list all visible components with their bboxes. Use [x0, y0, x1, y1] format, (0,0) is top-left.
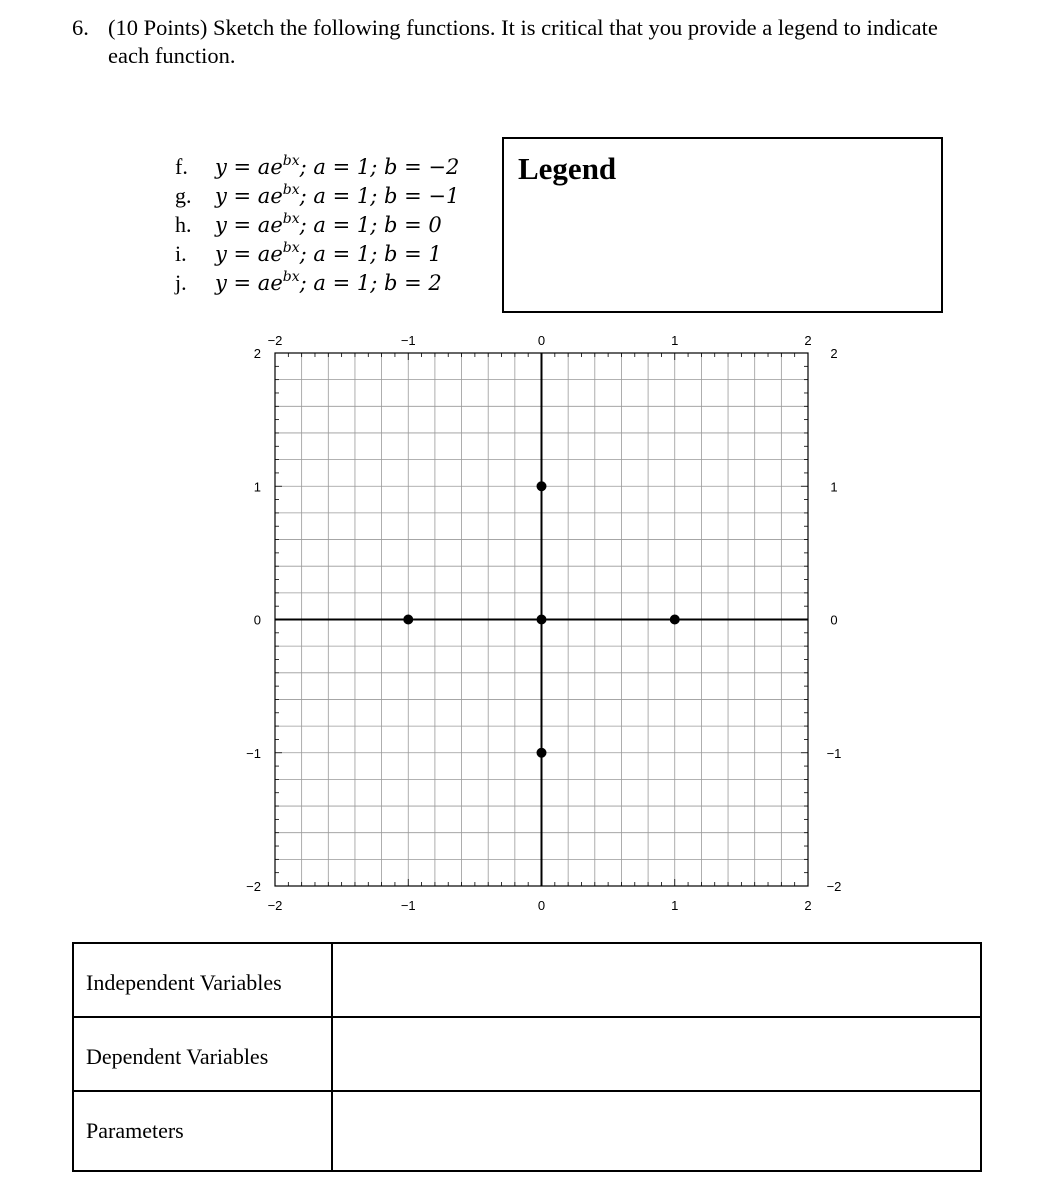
function-item	[175, 239, 459, 268]
function-letter: f.	[175, 154, 188, 179]
function-equation-rhs: ; a = 1; b = 0	[299, 213, 442, 237]
graph-point	[670, 615, 680, 625]
graph-point	[537, 615, 547, 625]
function-item	[175, 181, 459, 210]
y-tick-label-right: 1	[830, 479, 838, 495]
table-row	[73, 943, 981, 1017]
question-number: 6.	[72, 15, 89, 40]
y-tick-label-left: 1	[253, 479, 261, 495]
graph-svg[interactable]	[230, 318, 850, 918]
function-equation-lhs: y = ae	[215, 184, 283, 208]
function-equation-lhs: y = ae	[215, 242, 283, 266]
graph-point	[537, 748, 547, 758]
x-tick-label-bottom: 2	[804, 898, 812, 913]
question-line-2: each function.	[108, 43, 236, 68]
graph-grid[interactable]	[230, 318, 850, 918]
x-tick-label-top: −2	[267, 333, 283, 348]
function-equation-rhs: ; a = 1; b = −1	[299, 184, 460, 208]
function-equation-rhs: ; a = 1; b = 1	[299, 242, 442, 266]
x-tick-label-top: 0	[537, 333, 546, 348]
function-exponent: bx	[282, 269, 300, 285]
x-tick-label-top: −1	[400, 333, 416, 348]
function-item	[175, 210, 459, 239]
y-tick-label-right: −1	[826, 745, 842, 761]
parameters-answer[interactable]	[332, 1091, 981, 1171]
legend-title: Legend	[518, 151, 617, 186]
variables-table	[72, 942, 982, 1172]
function-equation-rhs: ; a = 1; b = −2	[299, 155, 460, 179]
function-letter: i.	[175, 241, 187, 266]
function-equation-lhs: y = ae	[215, 155, 283, 179]
y-tick-label-right: −2	[826, 879, 842, 894]
x-tick-label-bottom: −1	[400, 898, 416, 913]
y-tick-label-right: 2	[830, 346, 838, 361]
independent-variables-label: Independent Variables	[73, 943, 332, 1017]
function-exponent: bx	[282, 240, 300, 256]
table-row	[73, 1091, 981, 1171]
y-tick-label-right: 0	[830, 612, 838, 628]
function-letter: g.	[175, 183, 192, 208]
y-tick-label-left: −1	[246, 745, 261, 761]
x-tick-label-bottom: 0	[537, 898, 546, 913]
x-tick-label-top: 1	[671, 333, 679, 348]
function-list	[175, 152, 459, 297]
function-exponent: bx	[282, 211, 300, 227]
dependent-variables-label: Dependent Variables	[73, 1017, 332, 1091]
function-item	[175, 152, 459, 181]
x-tick-label-bottom: 1	[671, 898, 679, 913]
independent-variables-answer[interactable]	[332, 943, 981, 1017]
function-item	[175, 268, 459, 297]
function-equation-lhs: y = ae	[215, 271, 283, 295]
function-equation-lhs: y = ae	[215, 213, 283, 237]
legend-box[interactable]	[502, 137, 943, 313]
y-tick-label-left: 0	[253, 612, 261, 628]
function-letter: h.	[175, 212, 192, 237]
graph-point	[403, 615, 413, 625]
function-letter: j.	[175, 270, 187, 295]
question-line-1: (10 Points) Sketch the following functions. It is critical that you provide a legend to indicate	[108, 15, 938, 40]
y-tick-label-left: −2	[246, 879, 261, 894]
dependent-variables-answer[interactable]	[332, 1017, 981, 1091]
parameters-label: Parameters	[73, 1091, 332, 1171]
function-exponent: bx	[282, 182, 300, 198]
y-tick-label-left: 2	[253, 346, 261, 361]
graph-point	[537, 481, 547, 491]
x-tick-label-bottom: −2	[267, 898, 283, 913]
function-equation-rhs: ; a = 1; b = 2	[299, 271, 442, 295]
function-exponent: bx	[282, 153, 300, 169]
table-row	[73, 1017, 981, 1091]
x-tick-label-top: 2	[804, 333, 812, 348]
